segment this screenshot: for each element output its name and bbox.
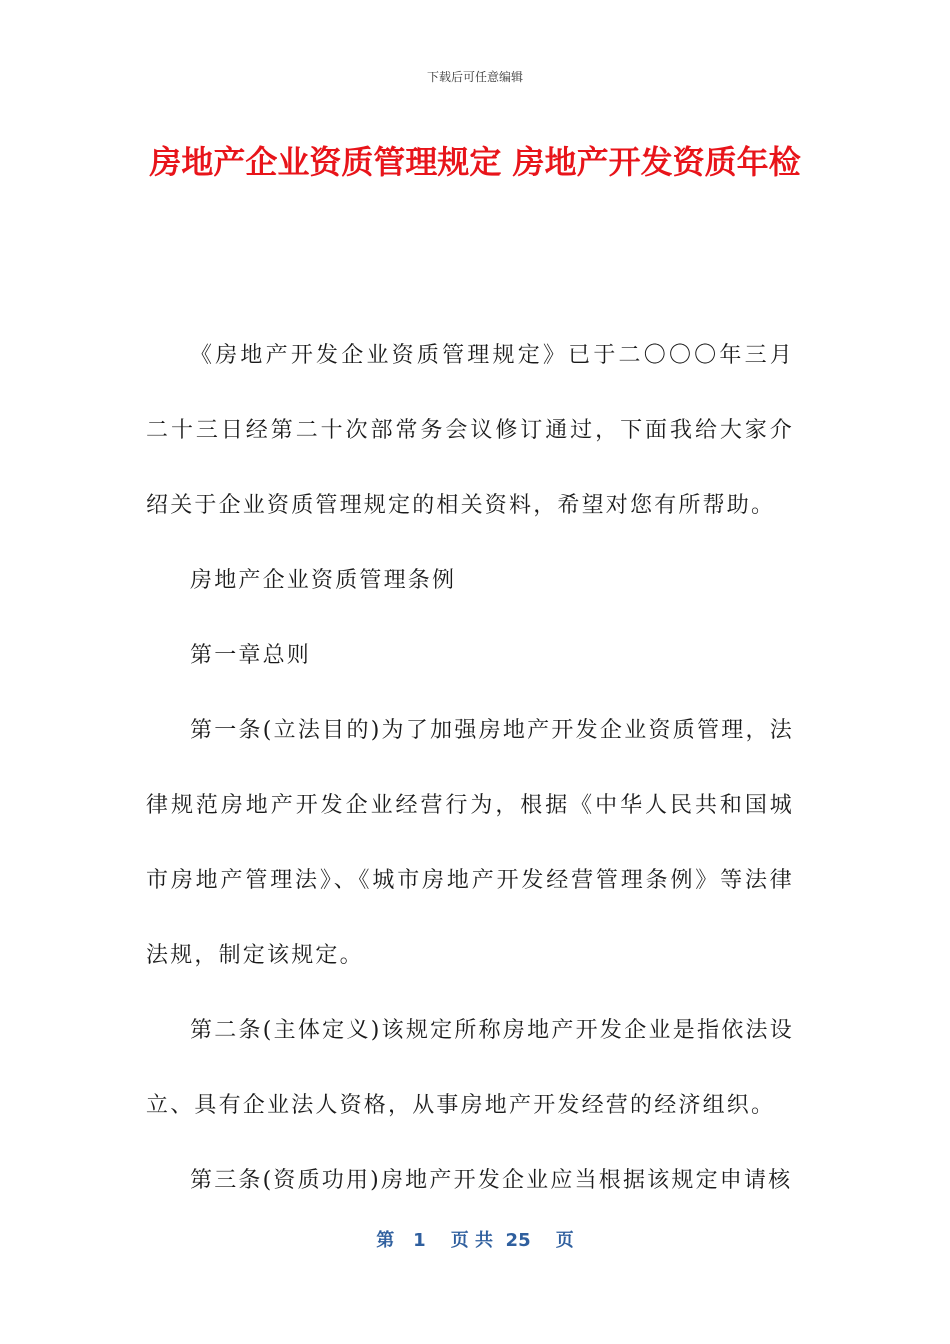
total-pages-number: 25 bbox=[505, 1230, 531, 1251]
current-page-number: 1 bbox=[413, 1230, 426, 1251]
document-title: 房地产企业资质管理规定 房地产开发资质年检 bbox=[149, 143, 801, 181]
paragraph: 《房地产开发企业资质管理规定》已于二〇〇〇年三月二十三日经第二十次部常务会议修订通过，下面我给大家介绍关于企业资质管理规定的相关资料，希望对您有所帮助。 bbox=[146, 343, 794, 518]
paragraph: 第二条(主体定义)该规定所称房地产开发企业是指依法设立、具有企业法人资格，从事房地产开发经营的经济组织。 bbox=[146, 1018, 794, 1118]
footer-mid: 页 共 bbox=[450, 1230, 493, 1251]
paragraph: 第一条(立法目的)为了加强房地产开发企业资质管理，法律规范房地产开发企业经营行为，根据《中华人民共和国城市房地产管理法》、《城市房地产开发经营管理条例》等法律法规，制定该规定。 bbox=[146, 718, 794, 968]
footer-suffix: 页 bbox=[555, 1230, 574, 1251]
paragraph: 第一章总则 bbox=[190, 643, 312, 668]
page-footer bbox=[0, 1226, 950, 1252]
paragraph: 房地产企业资质管理条例 bbox=[190, 568, 457, 593]
paragraph: 第三条(资质功用)房地产开发企业应当根据该规定申请核 bbox=[190, 1168, 793, 1193]
footer-prefix: 第 bbox=[376, 1230, 395, 1251]
header-note: 下载后可任意编辑 bbox=[426, 70, 523, 84]
document-body bbox=[146, 318, 794, 1218]
